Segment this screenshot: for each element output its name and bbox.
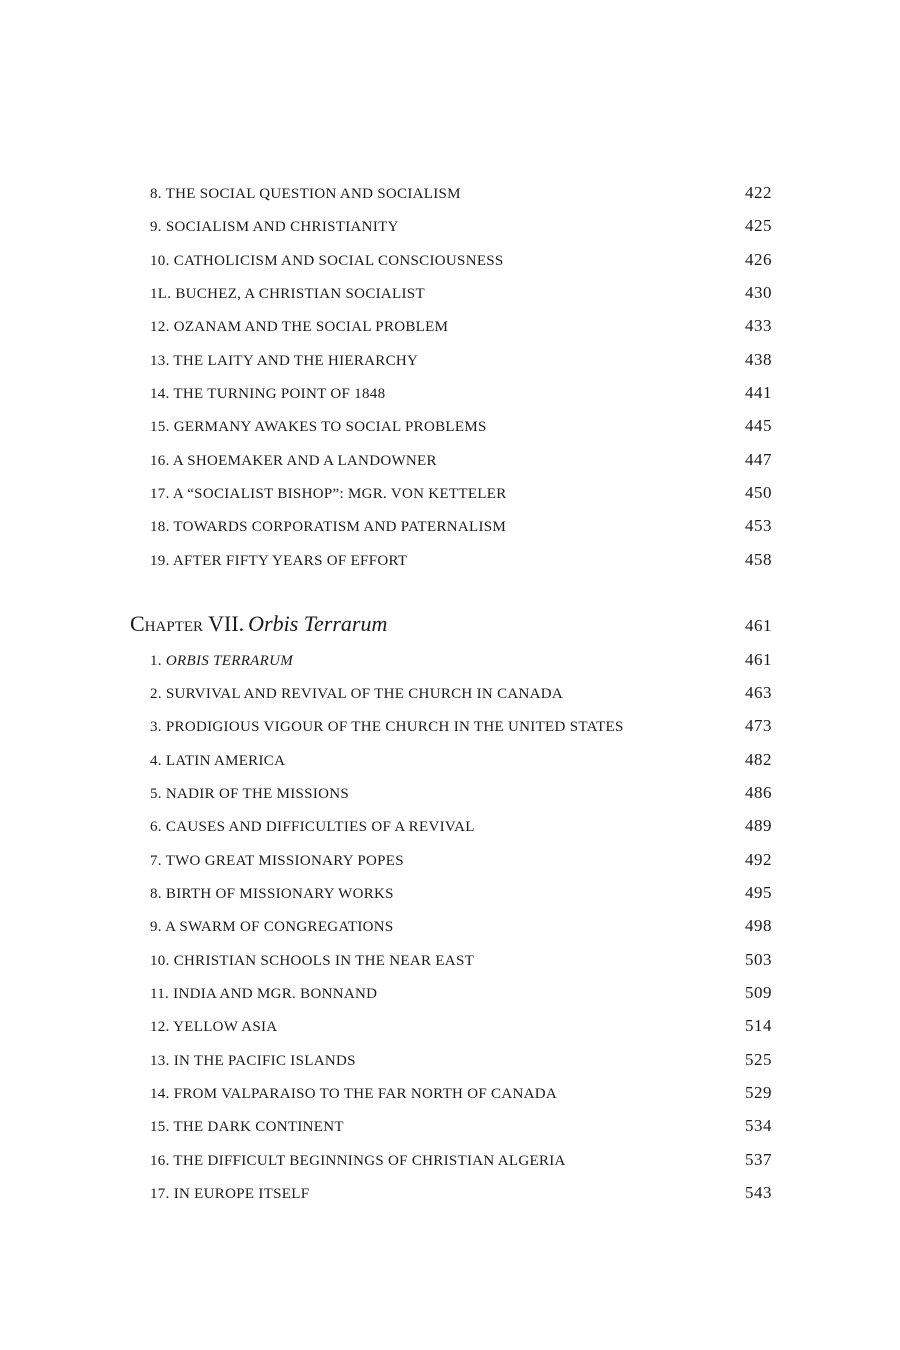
entry-title: 5. NADIR OF THE MISSIONS: [150, 786, 350, 802]
entry-title: 7. TWO GREAT MISSIONARY POPES: [150, 853, 404, 869]
toc-entry[interactable]: [150, 516, 772, 540]
entry-title: 9. SOCIALISM AND CHRISTIANITY: [150, 219, 399, 235]
entry-title: 13. IN THE PACIFIC ISLANDS: [150, 1053, 356, 1069]
entry-number: 1.: [150, 653, 162, 669]
entry-title: 14. THE TURNING POINT OF 1848: [150, 386, 386, 402]
toc-entry[interactable]: [150, 783, 772, 807]
toc-entry[interactable]: [150, 650, 772, 674]
toc-entry[interactable]: [150, 216, 772, 240]
entry-page: 534: [745, 1116, 772, 1135]
toc-entry[interactable]: [150, 1150, 772, 1174]
toc-entry[interactable]: [150, 883, 772, 907]
chapter-title: [130, 611, 387, 637]
entry-page: 498: [745, 916, 772, 935]
entry-title: 18. TOWARDS CORPORATISM AND PATERNALISM: [150, 519, 507, 535]
entry-page: 537: [745, 1150, 772, 1169]
entry-page: 453: [745, 516, 772, 535]
entry-page: 529: [745, 1083, 772, 1102]
entry-title: 10. CHRISTIAN SCHOOLS IN THE NEAR EAST: [150, 953, 475, 969]
toc-entry[interactable]: [150, 1116, 772, 1140]
entry-title: 12. YELLOW ASIA: [150, 1019, 278, 1035]
toc-entry[interactable]: [150, 183, 772, 207]
entry-page: 430: [745, 283, 772, 302]
toc-entry[interactable]: [150, 1016, 772, 1040]
entry-italic-title: ORBIS TERRARUM: [165, 653, 294, 669]
toc-entry[interactable]: [150, 283, 772, 307]
toc-entry[interactable]: [150, 450, 772, 474]
entry-page: 438: [745, 350, 772, 369]
entry-title: 19. AFTER FIFTY YEARS OF EFFORT: [150, 553, 408, 569]
entry-title: 15. GERMANY AWAKES TO SOCIAL PROBLEMS: [150, 419, 487, 435]
entry-title: 15. THE DARK CONTINENT: [150, 1119, 344, 1135]
entry-title: 3. PRODIGIOUS VIGOUR OF THE CHURCH IN THE UNITED STATES: [150, 719, 624, 735]
toc-entry[interactable]: [150, 716, 772, 740]
entry-page: 447: [745, 450, 772, 469]
toc-entry[interactable]: [150, 850, 772, 874]
chapter-page: 461: [745, 616, 772, 635]
entry-title: 16. THE DIFFICULT BEGINNINGS OF CHRISTIAN ALGERIA: [150, 1153, 566, 1169]
entry-page: 458: [745, 550, 772, 569]
chapter-heading[interactable]: [130, 611, 772, 641]
toc-entry[interactable]: [150, 1083, 772, 1107]
entry-title: 17. IN EUROPE ITSELF: [150, 1186, 310, 1202]
toc-entry[interactable]: [150, 683, 772, 707]
entry-page: 514: [745, 1016, 772, 1035]
entry-title: 1L. BUCHEZ, A CHRISTIAN SOCIALIST: [150, 286, 425, 302]
toc-entry[interactable]: [150, 250, 772, 274]
entry-page: 463: [745, 683, 772, 702]
chapter-prefix: Chapter VII.: [130, 611, 245, 636]
entry-title: [150, 653, 293, 670]
entry-page: 482: [745, 750, 772, 769]
toc-entry[interactable]: [150, 416, 772, 440]
toc-entry[interactable]: [150, 383, 772, 407]
entry-page: 492: [745, 850, 772, 869]
toc-entry[interactable]: [150, 483, 772, 507]
toc-entry[interactable]: [150, 983, 772, 1007]
entry-page: 543: [745, 1183, 772, 1202]
entry-title: 12. OZANAM AND THE SOCIAL PROBLEM: [150, 319, 449, 335]
entry-page: 503: [745, 950, 772, 969]
entry-page: 433: [745, 316, 772, 335]
toc-entry[interactable]: [150, 350, 772, 374]
entry-page: 486: [745, 783, 772, 802]
entry-title: 6. CAUSES AND DIFFICULTIES OF A REVIVAL: [150, 819, 475, 835]
entry-page: 495: [745, 883, 772, 902]
toc-entry[interactable]: [150, 950, 772, 974]
toc-entry[interactable]: [150, 1183, 772, 1207]
entry-page: 445: [745, 416, 772, 435]
entry-title: 13. THE LAITY AND THE HIERARCHY: [150, 353, 419, 369]
entry-title: 11. INDIA AND MGR. BONNAND: [150, 986, 378, 1002]
entry-page: 473: [745, 716, 772, 735]
entry-page: 441: [745, 383, 772, 402]
toc-entry[interactable]: [150, 550, 772, 574]
toc-entry[interactable]: [150, 316, 772, 340]
entry-page: 450: [745, 483, 772, 502]
entry-page: 461: [745, 650, 772, 669]
toc-entry[interactable]: [150, 1050, 772, 1074]
entry-title: 4. LATIN AMERICA: [150, 753, 286, 769]
toc-entry[interactable]: [150, 750, 772, 774]
entry-page: 425: [745, 216, 772, 235]
toc-entry[interactable]: [150, 816, 772, 840]
entry-title: 16. A SHOEMAKER AND A LANDOWNER: [150, 453, 437, 469]
entry-title: 17. A “SOCIALIST BISHOP”: MGR. VON KETTELER: [150, 486, 507, 502]
entry-title: 8. THE SOCIAL QUESTION AND SOCIALISM: [150, 186, 461, 202]
entry-page: 509: [745, 983, 772, 1002]
entry-title: 14. FROM VALPARAISO TO THE FAR NORTH OF CANADA: [150, 1086, 558, 1102]
chapter-name: Orbis Terrarum: [248, 611, 388, 636]
entry-title: 9. A SWARM OF CONGREGATIONS: [150, 919, 394, 935]
entry-page: 489: [745, 816, 772, 835]
entry-title: 10. CATHOLICISM AND SOCIAL CONSCIOUSNESS: [150, 253, 504, 269]
entry-page: 525: [745, 1050, 772, 1069]
entry-page: 422: [745, 183, 772, 202]
entry-page: 426: [745, 250, 772, 269]
entry-title: 8. BIRTH OF MISSIONARY WORKS: [150, 886, 394, 902]
toc-entry[interactable]: [150, 916, 772, 940]
entry-title: 2. SURVIVAL AND REVIVAL OF THE CHURCH IN CANADA: [150, 686, 564, 702]
